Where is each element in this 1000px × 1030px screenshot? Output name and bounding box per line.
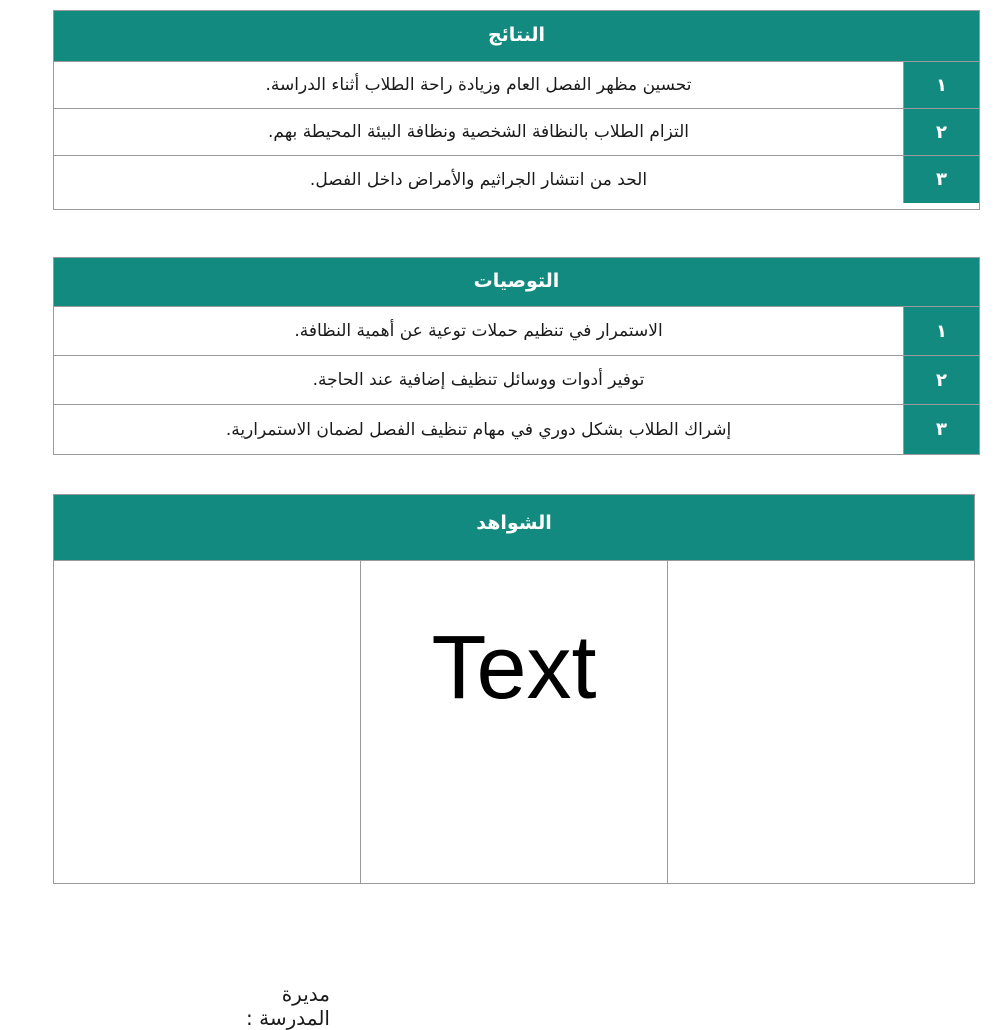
results-header: النتائج bbox=[54, 11, 979, 62]
results-row bbox=[54, 156, 979, 203]
results-table bbox=[53, 10, 980, 210]
row-text: تحسين مظهر الفصل العام وزيادة راحة الطلاب أثناء الدراسة. bbox=[265, 75, 692, 95]
results-row bbox=[54, 109, 979, 156]
row-number: ٣ bbox=[903, 405, 979, 454]
principal-signature-label: مديرة المدرسة : bbox=[246, 982, 330, 1030]
evidence-table bbox=[53, 494, 975, 884]
recommendations-row bbox=[54, 405, 979, 454]
row-number: ١ bbox=[903, 62, 979, 108]
row-text: توفير أدوات ووسائل تنظيف إضافية عند الحاجة. bbox=[312, 370, 645, 390]
row-text: التزام الطلاب بالنظافة الشخصية ونظافة البيئة المحيطة بهم. bbox=[268, 122, 689, 142]
recommendations-row bbox=[54, 307, 979, 356]
evidence-image-slot-left[interactable] bbox=[54, 561, 361, 883]
row-number: ٢ bbox=[903, 356, 979, 404]
row-text: الحد من انتشار الجراثيم والأمراض داخل الفصل. bbox=[309, 169, 648, 190]
evidence-placeholder-text: Text bbox=[431, 618, 597, 718]
recommendations-row bbox=[54, 356, 979, 405]
evidence-grid bbox=[54, 561, 974, 883]
row-text: إشراك الطلاب بشكل دوري في مهام تنظيف الفصل لضمان الاستمرارية. bbox=[225, 419, 732, 440]
evidence-image-slot-right[interactable] bbox=[668, 561, 974, 883]
evidence-header: الشواهد bbox=[54, 495, 974, 561]
evidence-image-slot-middle[interactable] bbox=[361, 561, 668, 883]
row-number: ١ bbox=[903, 307, 979, 355]
results-row bbox=[54, 62, 979, 109]
row-number: ٣ bbox=[903, 156, 979, 203]
row-text: الاستمرار في تنظيم حملات توعية عن أهمية النظافة. bbox=[294, 321, 663, 341]
recommendations-table bbox=[53, 257, 980, 455]
recommendations-header: التوصيات bbox=[54, 258, 979, 307]
row-number: ٢ bbox=[903, 109, 979, 155]
